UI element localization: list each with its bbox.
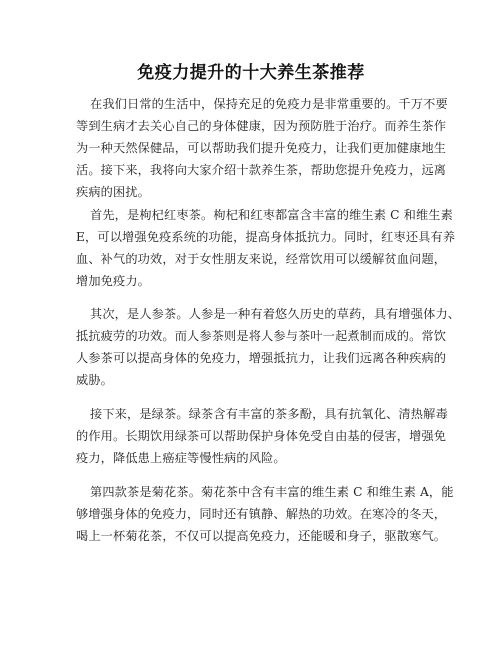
paragraph-goji-jujube-tea bbox=[76, 204, 456, 292]
paragraph-line: 接下来，是绿茶。绿茶含有丰富的茶多酚，具有抗氧化、清热解毒 bbox=[90, 407, 448, 421]
paragraph-line: 首先，是枸杞红枣茶。枸杞和红枣都富含丰富的维生素 C 和维生素 bbox=[90, 208, 453, 222]
paragraph-line: 第四款茶是菊花茶。菊花茶中含有丰富的维生素 C 和维生素 A，能 bbox=[90, 485, 454, 499]
paragraph-line: 等到生病才去关心自己的身体健康，因为预防胜于治疗。而养生茶作 bbox=[76, 119, 447, 133]
paragraph-line: 为一种天然保健品，可以帮助我们提升免疫力，让我们更加健康地生 bbox=[76, 141, 447, 155]
paragraph-line: 威胁。 bbox=[76, 373, 114, 387]
paragraph-intro bbox=[76, 93, 448, 203]
paragraph-line: 够增强身体的免疫力，同时还有镇静、解热的功效。在寒冷的冬天， bbox=[76, 507, 447, 521]
paragraph-line: 血、补气的功效，对于女性朋友来说，经常饮用可以缓解贫血问题， bbox=[76, 252, 447, 266]
paragraph-line: 活。接下来，我将向大家介绍十款养生茶，帮助您提升免疫力，远离 bbox=[76, 163, 447, 177]
paragraph-line: 抵抗疲劳的功效。而人参茶则是将人参与茶叶一起煮制而成的。常饮 bbox=[76, 329, 447, 343]
paragraph-green-tea bbox=[76, 403, 448, 469]
paragraph-line: 在我们日常的生活中，保持充足的免疫力是非常重要的。千万不要 bbox=[90, 97, 448, 111]
paragraph-line: 疫力，降低患上癌症等慢性病的风险。 bbox=[76, 451, 286, 465]
paragraph-line: 疾病的困扰。 bbox=[76, 185, 151, 199]
paragraph-line: 人参茶可以提高身体的免疫力，增强抵抗力，让我们远离各种疾病的 bbox=[76, 351, 447, 365]
paragraph-line: 增加免疫力。 bbox=[76, 274, 151, 288]
paragraph-line: 喝上一杯菊花茶，不仅可以提高免疫力，还能暖和身子，驱散寒气。 bbox=[76, 529, 447, 543]
document-title: 免疫力提升的十大养生茶推荐 bbox=[137, 63, 365, 83]
paragraph-line: 的作用。长期饮用绿茶可以帮助保护身体免受自由基的侵害，增强免 bbox=[76, 429, 447, 443]
paragraph-line: 其次，是人参茶。人参是一种有着悠久历史的草药，具有增强体力、 bbox=[90, 307, 461, 321]
paragraph-line: E，可以增强免疫系统的功能，提高身体抵抗力。同时，红枣还具有养 bbox=[76, 230, 456, 244]
paragraph-chrysanthemum-tea bbox=[76, 481, 454, 547]
paragraph-ginseng-tea bbox=[76, 303, 461, 391]
